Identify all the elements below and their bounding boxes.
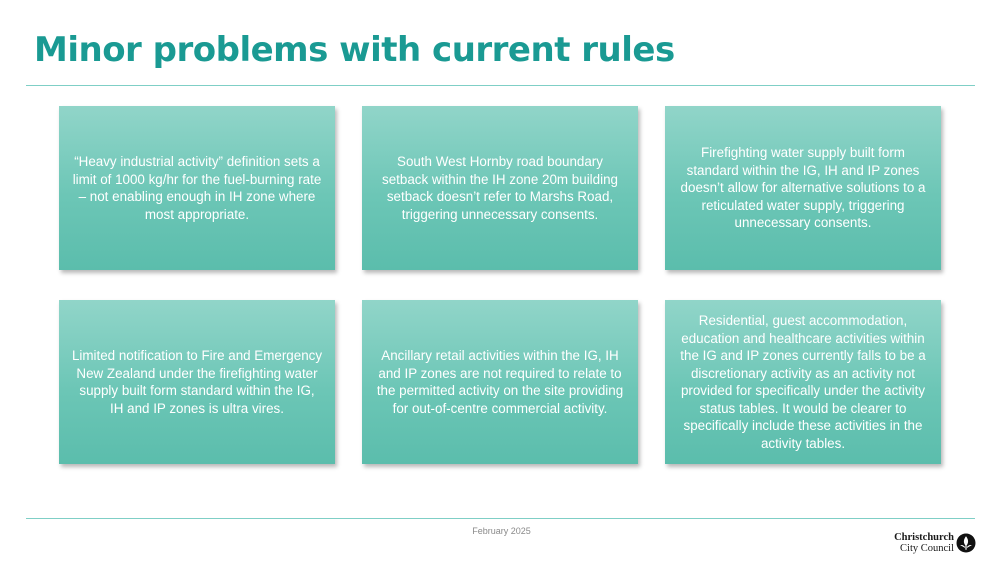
- footer-date: February 2025: [472, 526, 531, 536]
- slide-title: Minor problems with current rules: [34, 30, 675, 70]
- problem-card-text: South West Hornby road boundary setback within the IH zone 20m building setback doesn’t refer to Marshs Road, triggering unnecessary consents.: [382, 154, 618, 222]
- title-divider: [26, 85, 975, 86]
- christchurch-city-council-logo-icon: [956, 533, 976, 553]
- problem-card-heavy-industrial: [59, 106, 335, 270]
- problem-card-text: “Heavy industrial activity” definition sets a limit of 1000 kg/hr for the fuel-burning rate – not enabling enough in IH zone where most appropriate.: [72, 154, 322, 222]
- council-logo-line-2: City Council: [900, 543, 954, 554]
- problem-card-fenz-notification: [59, 300, 335, 464]
- council-logo-wordmark: [892, 532, 954, 554]
- footer-divider: [26, 518, 975, 519]
- council-logo: [892, 532, 976, 556]
- problem-card-residential-activities: [665, 300, 941, 464]
- problem-card-road-setback: [362, 106, 638, 270]
- problem-card-text: Limited notification to Fire and Emergency New Zealand under the firefighting water supply built form standard within the IG, IH and IP zones is ultra vires.: [71, 348, 323, 416]
- problem-card-text: Firefighting water supply built form standard within the IG, IH and IP zones doesn’t allow for alternative solutions to a reticulated water supply, triggering unnecessary consents.: [680, 145, 926, 231]
- council-logo-line-1: Christchurch: [894, 532, 954, 543]
- problem-card-water-supply-alternatives: [665, 106, 941, 270]
- problem-card-ancillary-retail: [362, 300, 638, 464]
- problem-card-text: Residential, guest accommodation, education and healthcare activities within the IG and IP zones currently falls to be a discretionary activity as an activity not provided for specifically under the activity status tables. It would be clearer to specifically include these activities in the activity tables.: [680, 313, 926, 451]
- problem-card-text: Ancillary retail activities within the IG, IH and IP zones are not required to relate to the permitted activity on the site providing for out-of-centre commercial activity.: [376, 348, 624, 416]
